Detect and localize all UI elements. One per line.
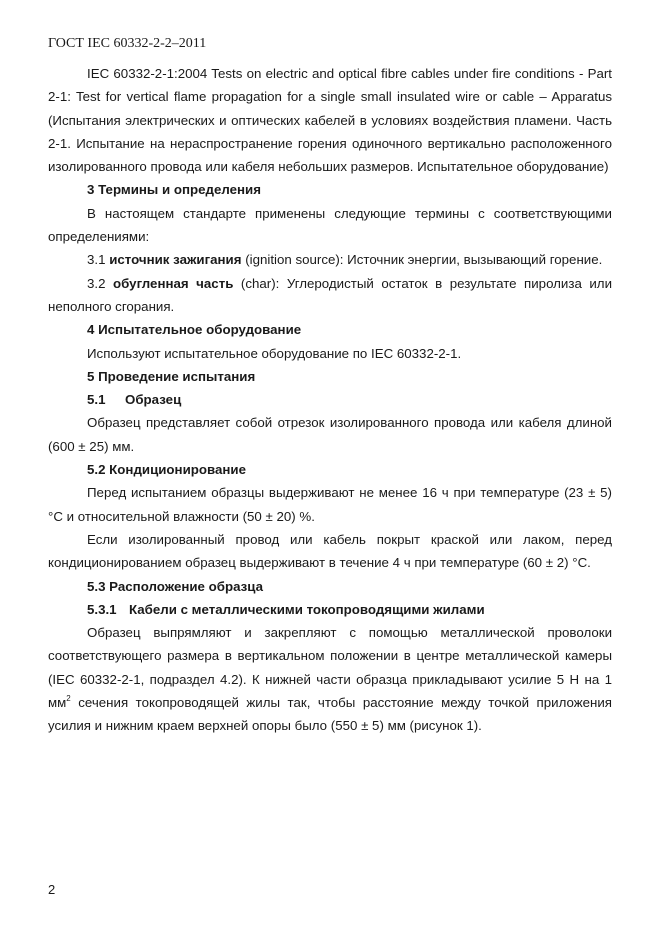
section-5-2-paragraph-1: Перед испытанием образцы выдерживают не менее 16 ч при температуре (23 ± 5) °С и относительной влажности (50 ± 20) %. <box>48 485 612 524</box>
term-3-1-number: 3.1 <box>87 252 110 268</box>
section-5-1-text: Образец представляет собой отрезок изолированного провода или кабеля длиной (600 ± 25) мм. <box>48 415 612 454</box>
section-5-1-number: 5.1 <box>87 392 106 408</box>
section-4-text: Используют испытательное оборудование по IEC 60332-2-1. <box>87 345 462 361</box>
term-3-2-number: 3.2 <box>87 275 114 291</box>
superscript-2: 2 <box>66 694 71 704</box>
section-5-2-heading: 5.2 Кондиционирование <box>87 462 246 478</box>
term-3-1-name: источник зажигания <box>109 252 242 268</box>
section-5-1-heading <box>48 388 612 411</box>
term-3-2-definition: (char): Углеродистый остаток в результате пиролиза или неполного сгорания. <box>48 275 612 314</box>
document-code-header: ГОСТ IEC 60332-2-2–2011 <box>48 36 207 51</box>
term-3-1-definition: (ignition source): Источник энергии, вызывающий горение. <box>241 252 603 268</box>
term-3-1 <box>48 248 612 271</box>
section-3-intro: В настоящем стандарте применены следующие термины с соответствующими определениями: <box>48 205 612 245</box>
section-5-3-1-text-b: сечения токопроводящей жилы так, чтобы расстояние между точкой приложения усилия и нижним краем верхней опоры было (550 ± 5) мм (рисунок 1). <box>48 695 612 734</box>
section-5-3-1-text-a: Образец выпрямляют и закрепляют с помощью металлической проволоки соответствующего размера в вертикальном положении в центре металлической камеры (IEC 60332-2-1, подраздел 4.2). К нижней части образца прикладывают усилие 5 Н на 1 мм <box>48 625 612 711</box>
section-5-3-1-title: Кабели с металлическими токопроводящими жилами <box>129 601 485 617</box>
section-3-heading: 3 Термины и определения <box>87 182 261 198</box>
section-5-3-1-number: 5.3.1 <box>87 601 117 617</box>
page-number: 2 <box>48 882 56 897</box>
page-body <box>48 62 612 738</box>
section-5-heading: 5 Проведение испытания <box>87 368 256 384</box>
section-5-3-1-paragraph <box>48 621 612 737</box>
term-3-2 <box>48 272 612 319</box>
term-3-2-name: обугленная часть <box>113 275 234 291</box>
section-4-heading: 4 Испытательное оборудование <box>87 322 302 338</box>
section-5-3-1-heading <box>48 598 612 621</box>
section-5-1-title: Образец <box>125 392 182 408</box>
section-5-2-paragraph-2: Если изолированный провод или кабель покрыт краской или лаком, перед кондиционированием образец выдерживают в течение 4 ч при температуре (60 ± 2) °С. <box>48 531 612 571</box>
normative-reference-paragraph: IEC 60332-2-1:2004 Tests on electric and optical fibre cables under fire conditions - Part 2-1: Test for vertical flame propagation for a single small insulated wire or cable – Apparatus (Испытания электрических и оптических кабелей в условиях воздействия пламени. Часть 2-1. Испытание на нераспространение горения одиночного вертикально расположенного изолированного провода или кабеля небольших размеров. Испытательное оборудование) <box>48 66 612 175</box>
section-5-3-heading: 5.3 Расположение образца <box>87 578 264 594</box>
